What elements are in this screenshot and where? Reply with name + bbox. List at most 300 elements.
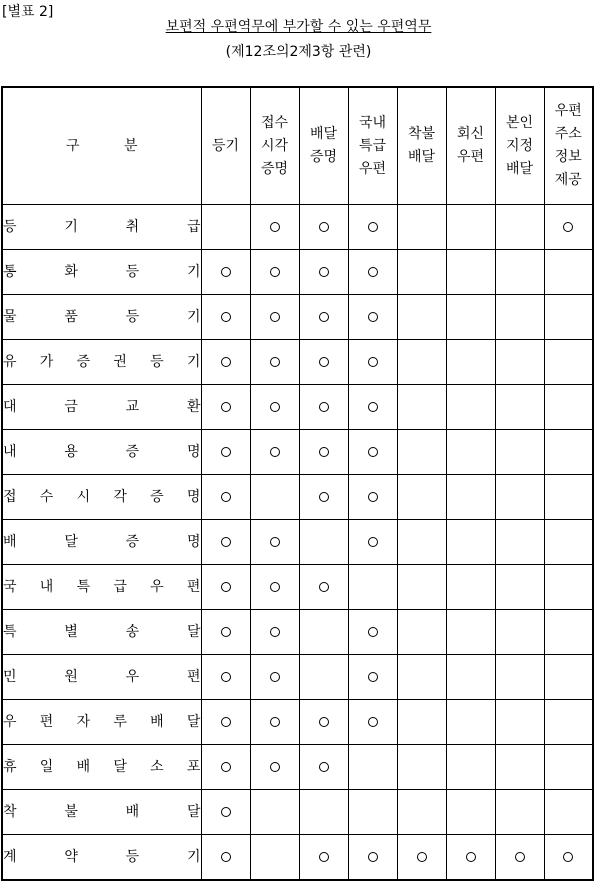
- column-header: 국내 특급 우편: [348, 87, 397, 205]
- mark-cell: [446, 835, 495, 881]
- row-name-char: 명: [186, 533, 201, 550]
- row-name-char: 루: [113, 713, 127, 730]
- mark-cell: [446, 250, 495, 295]
- mark-cell: [348, 475, 397, 520]
- mark-cell: [299, 205, 348, 250]
- mark-cell: [446, 610, 495, 655]
- row-name-char: 편: [186, 578, 201, 595]
- row-name-char: 배: [3, 533, 17, 550]
- row-name-char: 통: [3, 263, 17, 280]
- table-header: [2, 87, 593, 205]
- applicable-mark: [270, 222, 280, 232]
- mark-cell: [299, 430, 348, 475]
- row-name-char: 달: [113, 758, 127, 775]
- applicable-mark: [368, 447, 378, 457]
- mark-cell: [397, 205, 446, 250]
- applicable-mark: [270, 402, 280, 412]
- row-name-char: 등: [150, 353, 164, 370]
- row-name-char: 급: [113, 578, 127, 595]
- column-header: 배달 증명: [299, 87, 348, 205]
- column-header: 우편 주소 정보 제공: [544, 87, 593, 205]
- applicable-mark: [270, 357, 280, 367]
- mark-cell: [348, 565, 397, 610]
- column-header: 회신 우편: [446, 87, 495, 205]
- mark-cell: [250, 745, 299, 790]
- table-body: [2, 205, 593, 881]
- mark-cell: [495, 385, 544, 430]
- row-name-char: 수: [39, 488, 54, 505]
- row-name: [2, 295, 201, 340]
- applicable-mark: [319, 582, 329, 592]
- row-name-char: 배: [125, 803, 140, 820]
- row-name-char: 배: [76, 758, 91, 775]
- table-row: [2, 700, 593, 745]
- applicable-mark: [319, 762, 329, 772]
- document-subtitle: (제12조의2제3항 관련): [225, 44, 372, 60]
- mark-cell: [495, 250, 544, 295]
- row-name: [2, 790, 201, 835]
- row-name: [2, 565, 201, 610]
- row-name: [2, 475, 201, 520]
- column-header: 착불 배달: [397, 87, 446, 205]
- mark-cell: [201, 295, 250, 340]
- applicable-mark: [270, 312, 280, 322]
- row-name-char: 달: [186, 803, 201, 820]
- mark-cell: [250, 565, 299, 610]
- mark-cell: [299, 745, 348, 790]
- mark-cell: [446, 295, 495, 340]
- row-name-char: 가: [39, 353, 54, 370]
- mark-cell: [446, 340, 495, 385]
- applicable-mark: [368, 537, 378, 547]
- row-name: [2, 700, 201, 745]
- applicable-mark: [221, 807, 231, 817]
- mark-cell: [544, 700, 593, 745]
- mark-cell: [299, 295, 348, 340]
- mark-cell: [544, 520, 593, 565]
- row-name-char: 각: [113, 488, 127, 505]
- row-name-char: 송: [125, 623, 140, 640]
- row-name-char: 환: [186, 398, 201, 415]
- row-name-text: [3, 441, 201, 464]
- row-name: [2, 340, 201, 385]
- mark-cell: [495, 520, 544, 565]
- applicable-mark: [319, 717, 329, 727]
- row-name: [2, 655, 201, 700]
- mark-cell: [544, 340, 593, 385]
- row-name-char: 기: [186, 263, 201, 280]
- table-row: [2, 520, 593, 565]
- mark-cell: [495, 610, 544, 655]
- row-name-text: [3, 396, 201, 419]
- mark-cell: [397, 340, 446, 385]
- mark-cell: [544, 835, 593, 881]
- row-name-char: 소: [150, 758, 164, 775]
- mark-cell: [348, 205, 397, 250]
- mark-cell: [397, 835, 446, 881]
- row-name-char: 민: [3, 668, 17, 685]
- row-name-text: [3, 711, 201, 734]
- applicable-mark: [368, 672, 378, 682]
- mark-cell: [495, 430, 544, 475]
- row-name-char: 급: [186, 218, 201, 235]
- row-name-char: 계: [3, 848, 17, 865]
- applicable-mark: [221, 627, 231, 637]
- mark-cell: [495, 205, 544, 250]
- applicable-mark: [270, 267, 280, 277]
- row-name-text: [3, 846, 201, 869]
- row-name-char: 등: [125, 263, 140, 280]
- appendix-label: [별표 2]: [2, 4, 54, 20]
- mark-cell: [201, 790, 250, 835]
- applicable-mark: [319, 492, 329, 502]
- applicable-mark: [563, 852, 573, 862]
- row-name-text: [3, 306, 201, 329]
- applicable-mark: [221, 357, 231, 367]
- mark-cell: [250, 655, 299, 700]
- mark-cell: [201, 205, 250, 250]
- applicable-mark: [221, 717, 231, 727]
- row-name-char: 포: [186, 758, 201, 775]
- column-header: 접수 시각 증명: [250, 87, 299, 205]
- row-name-char: 등: [125, 848, 140, 865]
- row-name-char: 취: [125, 218, 140, 235]
- mark-cell: [544, 745, 593, 790]
- applicable-mark: [221, 672, 231, 682]
- mark-cell: [397, 700, 446, 745]
- row-name: [2, 835, 201, 881]
- table-row: [2, 790, 593, 835]
- applicable-mark: [270, 762, 280, 772]
- mark-cell: [299, 340, 348, 385]
- row-name-char: 내: [39, 578, 54, 595]
- row-name: [2, 610, 201, 655]
- row-name-char: 편: [186, 668, 201, 685]
- mark-cell: [544, 385, 593, 430]
- mark-cell: [446, 745, 495, 790]
- applicable-mark: [221, 762, 231, 772]
- mark-cell: [299, 790, 348, 835]
- applicable-mark: [319, 357, 329, 367]
- mark-cell: [250, 205, 299, 250]
- mark-cell: [397, 790, 446, 835]
- row-name: [2, 385, 201, 430]
- mark-cell: [446, 790, 495, 835]
- applicable-mark: [368, 267, 378, 277]
- table-row: [2, 745, 593, 790]
- row-name-char: 내: [3, 443, 17, 460]
- row-name-char: 달: [186, 713, 201, 730]
- mark-cell: [201, 475, 250, 520]
- mark-cell: [250, 475, 299, 520]
- mark-cell: [201, 250, 250, 295]
- applicable-mark: [368, 627, 378, 637]
- mark-cell: [446, 385, 495, 430]
- mark-cell: [299, 565, 348, 610]
- mark-cell: [397, 610, 446, 655]
- applicable-mark: [563, 222, 573, 232]
- row-name-char: 기: [186, 308, 201, 325]
- mark-cell: [446, 475, 495, 520]
- row-name-text: [3, 576, 201, 599]
- applicable-mark: [368, 492, 378, 502]
- mark-cell: [544, 565, 593, 610]
- applicable-mark: [221, 492, 231, 502]
- row-name-text: [3, 756, 201, 779]
- mark-cell: [201, 385, 250, 430]
- mark-cell: [348, 610, 397, 655]
- mark-cell: [495, 565, 544, 610]
- document-title-text: 보편적 우편역무에 부가할 수 있는 우편역무: [165, 19, 432, 35]
- services-table: [1, 86, 594, 881]
- mark-cell: [348, 250, 397, 295]
- row-name-char: 기: [64, 218, 78, 235]
- table-row: [2, 835, 593, 881]
- mark-cell: [397, 745, 446, 790]
- mark-cell: [495, 295, 544, 340]
- mark-cell: [299, 700, 348, 745]
- mark-cell: [250, 520, 299, 565]
- row-name-text: [3, 666, 201, 689]
- mark-cell: [495, 790, 544, 835]
- row-name-char: 증: [76, 353, 91, 370]
- mark-cell: [446, 205, 495, 250]
- document-title: [0, 16, 597, 36]
- row-name-text: [3, 621, 201, 644]
- row-name-char: 우: [125, 668, 140, 685]
- mark-cell: [201, 610, 250, 655]
- mark-cell: [250, 295, 299, 340]
- mark-cell: [495, 835, 544, 881]
- mark-cell: [250, 250, 299, 295]
- applicable-mark: [368, 222, 378, 232]
- row-name-char: 품: [64, 308, 78, 325]
- category-header-text: 구 분: [66, 137, 158, 154]
- mark-cell: [299, 520, 348, 565]
- row-name-char: 물: [3, 308, 17, 325]
- row-name-char: 특: [76, 578, 91, 595]
- row-name-char: 특: [3, 623, 17, 640]
- mark-cell: [446, 520, 495, 565]
- mark-cell: [397, 520, 446, 565]
- row-name: [2, 430, 201, 475]
- row-name-char: 편: [39, 713, 54, 730]
- row-name-text: [3, 261, 201, 284]
- row-name-char: 유: [3, 353, 17, 370]
- row-name-char: 권: [113, 353, 127, 370]
- mark-cell: [495, 745, 544, 790]
- row-name-text: [3, 531, 201, 554]
- header-row: [2, 87, 593, 205]
- mark-cell: [544, 475, 593, 520]
- applicable-mark: [368, 312, 378, 322]
- row-name-char: 일: [39, 758, 54, 775]
- row-name-char: 용: [64, 443, 78, 460]
- applicable-mark: [221, 312, 231, 322]
- table-row: [2, 340, 593, 385]
- mark-cell: [250, 835, 299, 881]
- applicable-mark: [221, 267, 231, 277]
- mark-cell: [201, 565, 250, 610]
- mark-cell: [348, 385, 397, 430]
- applicable-mark: [270, 627, 280, 637]
- mark-cell: [250, 385, 299, 430]
- applicable-mark: [368, 852, 378, 862]
- table-row: [2, 385, 593, 430]
- row-name: [2, 205, 201, 250]
- row-name-char: 착: [3, 803, 17, 820]
- applicable-mark: [319, 312, 329, 322]
- applicable-mark: [221, 582, 231, 592]
- mark-cell: [544, 295, 593, 340]
- table-row: [2, 295, 593, 340]
- row-name-char: 증: [125, 443, 140, 460]
- mark-cell: [299, 655, 348, 700]
- applicable-mark: [515, 852, 525, 862]
- applicable-mark: [221, 447, 231, 457]
- mark-cell: [348, 700, 397, 745]
- row-name-char: 불: [64, 803, 78, 820]
- applicable-mark: [221, 852, 231, 862]
- mark-cell: [250, 610, 299, 655]
- applicable-mark: [417, 852, 427, 862]
- mark-cell: [250, 430, 299, 475]
- row-name-char: 화: [64, 263, 78, 280]
- applicable-mark: [319, 852, 329, 862]
- mark-cell: [299, 610, 348, 655]
- mark-cell: [201, 340, 250, 385]
- applicable-mark: [319, 222, 329, 232]
- mark-cell: [397, 250, 446, 295]
- mark-cell: [348, 835, 397, 881]
- mark-cell: [299, 835, 348, 881]
- mark-cell: [397, 430, 446, 475]
- mark-cell: [446, 655, 495, 700]
- category-header: [2, 87, 201, 205]
- mark-cell: [544, 430, 593, 475]
- applicable-mark: [368, 402, 378, 412]
- mark-cell: [348, 790, 397, 835]
- mark-cell: [397, 565, 446, 610]
- applicable-mark: [270, 672, 280, 682]
- row-name: [2, 745, 201, 790]
- row-name-char: 우: [150, 578, 164, 595]
- row-name-char: 기: [186, 353, 201, 370]
- applicable-mark: [270, 537, 280, 547]
- column-header: 본인 지정 배달: [495, 87, 544, 205]
- mark-cell: [544, 790, 593, 835]
- column-header: 등기: [201, 87, 250, 205]
- mark-cell: [446, 565, 495, 610]
- mark-cell: [348, 430, 397, 475]
- mark-cell: [397, 385, 446, 430]
- applicable-mark: [319, 447, 329, 457]
- row-name-char: 명: [186, 443, 201, 460]
- row-name-char: 별: [64, 623, 78, 640]
- row-name-char: 금: [64, 398, 78, 415]
- applicable-mark: [270, 447, 280, 457]
- row-name-char: 증: [125, 533, 140, 550]
- mark-cell: [201, 835, 250, 881]
- mark-cell: [544, 205, 593, 250]
- row-name-char: 약: [64, 848, 78, 865]
- mark-cell: [397, 475, 446, 520]
- row-name-char: 달: [64, 533, 78, 550]
- mark-cell: [544, 655, 593, 700]
- mark-cell: [495, 340, 544, 385]
- row-name-char: 등: [125, 308, 140, 325]
- row-name-char: 시: [76, 488, 91, 505]
- mark-cell: [348, 655, 397, 700]
- mark-cell: [201, 430, 250, 475]
- row-name-char: 달: [186, 623, 201, 640]
- mark-cell: [446, 430, 495, 475]
- mark-cell: [397, 295, 446, 340]
- applicable-mark: [221, 537, 231, 547]
- row-name-char: 국: [3, 578, 17, 595]
- mark-cell: [446, 700, 495, 745]
- row-name: [2, 250, 201, 295]
- mark-cell: [201, 655, 250, 700]
- mark-cell: [495, 700, 544, 745]
- table-row: [2, 565, 593, 610]
- row-name-char: 휴: [3, 758, 17, 775]
- mark-cell: [348, 520, 397, 565]
- applicable-mark: [368, 357, 378, 367]
- row-name-text: [3, 216, 201, 239]
- mark-cell: [201, 745, 250, 790]
- mark-cell: [250, 340, 299, 385]
- mark-cell: [250, 700, 299, 745]
- row-name-char: 명: [186, 488, 201, 505]
- table-row: [2, 475, 593, 520]
- mark-cell: [348, 340, 397, 385]
- row-name-char: 원: [64, 668, 78, 685]
- row-name: [2, 520, 201, 565]
- table-row: [2, 250, 593, 295]
- mark-cell: [348, 295, 397, 340]
- row-name-char: 우: [3, 713, 17, 730]
- table-row: [2, 430, 593, 475]
- row-name-char: 접: [3, 488, 17, 505]
- mark-cell: [544, 250, 593, 295]
- row-name-char: 자: [76, 713, 91, 730]
- mark-cell: [299, 250, 348, 295]
- mark-cell: [348, 745, 397, 790]
- row-name-text: [3, 486, 201, 509]
- applicable-mark: [466, 852, 476, 862]
- applicable-mark: [319, 267, 329, 277]
- applicable-mark: [270, 717, 280, 727]
- row-name-char: 증: [150, 488, 164, 505]
- applicable-mark: [319, 402, 329, 412]
- mark-cell: [397, 655, 446, 700]
- applicable-mark: [221, 402, 231, 412]
- mark-cell: [544, 610, 593, 655]
- mark-cell: [299, 475, 348, 520]
- table-row: [2, 205, 593, 250]
- row-name-text: [3, 351, 201, 374]
- mark-cell: [495, 655, 544, 700]
- table-row: [2, 655, 593, 700]
- row-name-text: [3, 801, 201, 824]
- mark-cell: [495, 475, 544, 520]
- row-name-char: 배: [150, 713, 164, 730]
- mark-cell: [201, 700, 250, 745]
- applicable-mark: [270, 582, 280, 592]
- row-name-char: 기: [186, 848, 201, 865]
- row-name-char: 대: [3, 398, 17, 415]
